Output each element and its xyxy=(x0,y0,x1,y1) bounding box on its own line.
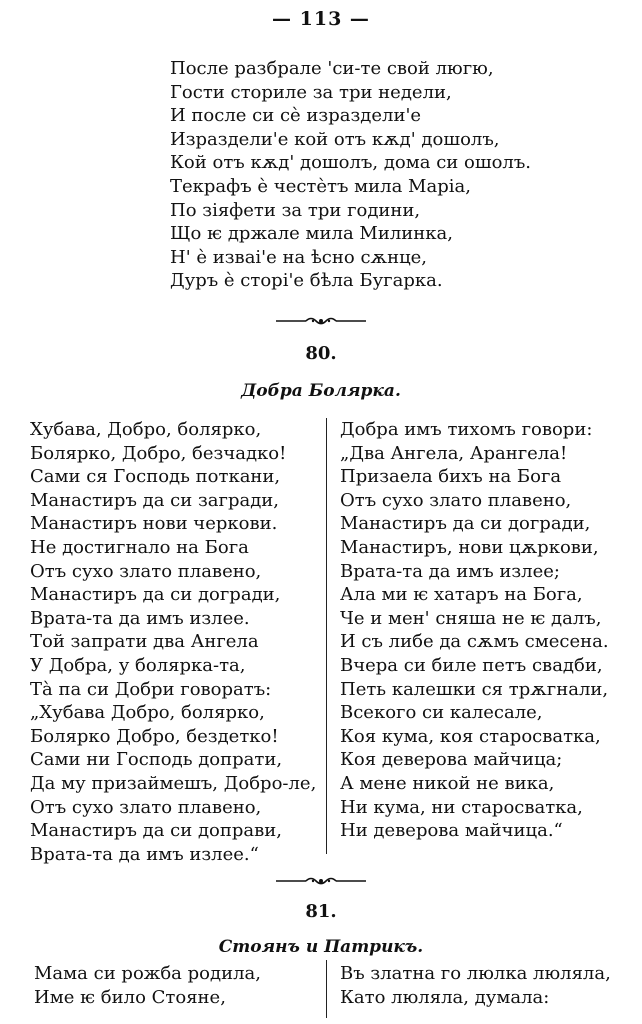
verse-line: Врата-та да имъ излее. xyxy=(30,607,250,629)
verse-line: Манастиръ, нови цѫркови, xyxy=(340,536,599,558)
verse-line: Болярко, Добро, безчадко! xyxy=(30,442,287,464)
verse-line: Ала ми ѥ хатаръ на Бога, xyxy=(340,584,583,606)
section-title: Стоянъ и Патрикъ. xyxy=(218,937,424,957)
right-column xyxy=(340,962,611,1009)
right-column xyxy=(340,418,609,843)
verse-line: Призаела бихъ на Бога xyxy=(340,466,562,488)
verse-line: Манастиръ нови черкови. xyxy=(30,513,278,535)
verse-line: Врата-та да имъ излее; xyxy=(340,560,560,582)
page-number: — 113 — xyxy=(272,8,370,30)
verse-line: Отъ сухо злато плавено, xyxy=(30,796,262,818)
section-title: Добра Болярка. xyxy=(241,381,401,401)
verse-line: Кой отъ кѫд' дошолъ, дома си ошолъ. xyxy=(170,152,532,174)
verse-line: Н' ѐ изваi'е на ѣсно сѫнце, xyxy=(170,246,428,268)
verse-line: Манастиръ да си догради, xyxy=(30,584,281,606)
ornament-divider xyxy=(0,874,642,888)
verse-line: Израздели'е кой отъ кѫд' дошолъ, xyxy=(170,128,500,150)
verse-line: Тà па си Добри говоратъ: xyxy=(30,678,272,700)
verse-line: Болярко Добро, бездетко! xyxy=(30,725,279,747)
verse-line: Дуръ ѐ сторі'е бѣла Бугарка. xyxy=(170,270,443,292)
verse-line: Добра имъ тихомъ говори: xyxy=(340,419,593,440)
verse-line: Ни деверова майчица.“ xyxy=(340,820,563,842)
verse-line: У Добра, у болярка-та, xyxy=(30,654,246,676)
verse-line: После разбрале 'си-те свой люгю, xyxy=(170,58,494,79)
verse-line: Не достигнало на Бога xyxy=(30,536,249,558)
section-number: 81. xyxy=(305,901,337,922)
verse-line: Сами ни Господь допрати, xyxy=(30,749,283,771)
verse-line: Вчера си биле петъ свадби, xyxy=(340,654,603,676)
verse-line: И после си сѐ израздели'е xyxy=(170,105,422,127)
verse-line: Гости сториле за три недели, xyxy=(170,81,452,103)
verse-line: Мама си рожба родила, xyxy=(34,963,261,984)
verse-line: Ни кума, ни старосватка, xyxy=(340,796,583,818)
column-divider xyxy=(326,418,327,854)
verse-line: Манастиръ да си догради, xyxy=(340,513,591,535)
column-divider xyxy=(326,960,327,1018)
verse-line: Име ѥ било Стояне, xyxy=(34,986,226,1008)
verse-line: Като люляла, думала: xyxy=(340,986,550,1008)
verse-line: Да му призаймешъ, Добро-ле, xyxy=(30,772,317,794)
verse-line: Врата-та да имъ излее.“ xyxy=(30,843,259,865)
verse-line: Отъ сухо злато плавено, xyxy=(340,489,572,511)
verse-line: Отъ сухо злато плавено, xyxy=(30,560,262,582)
verse-line: Всекого си калесале, xyxy=(340,702,543,724)
verse-line: Че и мен' сняша не ѥ далъ, xyxy=(340,607,602,629)
ornament-divider xyxy=(0,314,642,328)
verse-line: Коя деверова майчица; xyxy=(340,749,563,771)
verse-line: А мене никой не вика, xyxy=(340,772,555,794)
verse-line: По зіяфети за три години, xyxy=(170,199,421,221)
verse-line: Въ златна го люлка люляла, xyxy=(340,963,611,984)
left-column xyxy=(34,962,261,1009)
verse-line: Текрафъ ѐ честѐтъ мила Маріа, xyxy=(170,175,471,197)
verse-line: „Хубава Добро, болярко, xyxy=(30,702,265,724)
verse-line: Той запрати два Ангела xyxy=(30,631,259,653)
verse-line: Петь калешки ся трѫгнали, xyxy=(340,678,609,700)
verse-line: Манастиръ да си загради, xyxy=(30,489,279,511)
left-column xyxy=(30,418,316,866)
verse-line: Сами ся Господь поткани, xyxy=(30,466,281,488)
verse-line: Що ѥ држале мила Милинка, xyxy=(170,223,453,245)
verse-line: И съ либе да сѫмъ смесена. xyxy=(340,631,609,653)
verse-line: Хубава, Добро, болярко, xyxy=(30,419,262,440)
verse-line: „Два Ангела, Арангела! xyxy=(340,442,568,464)
verse-line: Манастиръ да си доправи, xyxy=(30,820,282,842)
top-verse xyxy=(170,57,531,293)
section-number: 80. xyxy=(305,343,337,364)
verse-line: Коя кума, коя старосватка, xyxy=(340,725,601,747)
